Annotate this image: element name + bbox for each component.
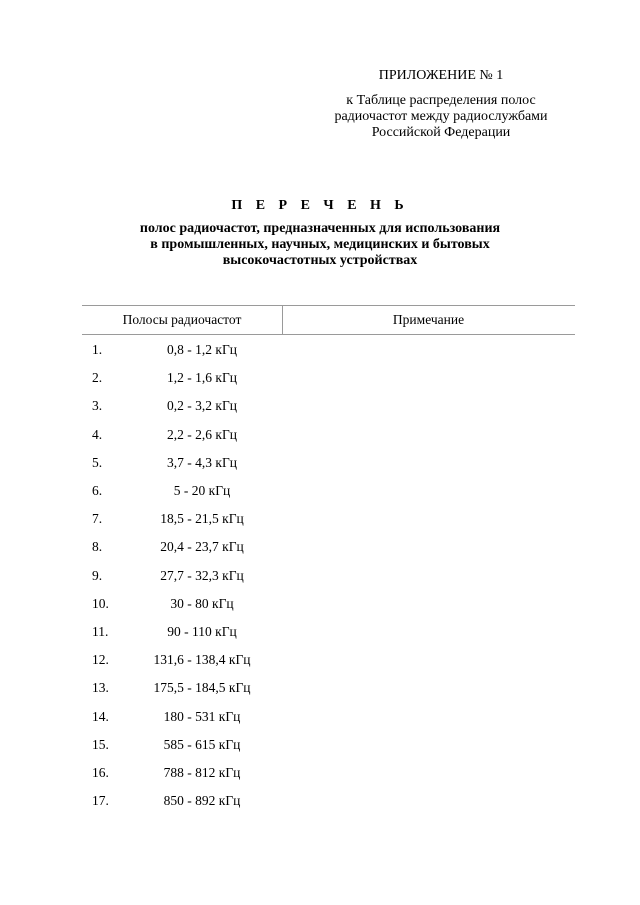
- row-frequency-band: 27,7 - 32,3 кГц: [160, 567, 244, 583]
- row-number: 9.: [92, 567, 103, 583]
- table-row: [82, 787, 575, 815]
- row-number: 6.: [92, 483, 103, 499]
- table-row: [82, 364, 575, 392]
- row-number: 3.: [92, 398, 103, 414]
- table-body: [82, 336, 575, 815]
- column-header-note: Примечание: [392, 312, 465, 327]
- document-subtitle-line: в промышленных, научных, медицинских и бытовых: [150, 237, 490, 252]
- row-frequency-band: 585 - 615 кГц: [163, 736, 241, 752]
- table-row: [82, 562, 575, 590]
- table-row: [82, 477, 575, 505]
- row-number: 14.: [92, 708, 109, 724]
- column-divider: [282, 306, 283, 334]
- row-number: 1.: [92, 342, 103, 358]
- row-number: 11.: [92, 623, 109, 639]
- annex-title: ПРИЛОЖЕНИЕ № 1: [378, 68, 504, 83]
- row-number: 7.: [92, 511, 103, 527]
- table-row: [82, 505, 575, 533]
- row-number: 15.: [92, 736, 109, 752]
- row-frequency-band: 5 - 20 кГц: [173, 483, 231, 499]
- row-frequency-band: 20,4 - 23,7 кГц: [160, 539, 244, 555]
- row-frequency-band: 788 - 812 кГц: [163, 764, 241, 780]
- frequency-bands-table: [82, 305, 575, 815]
- column-header-bands: Полосы радиочастот: [122, 312, 242, 327]
- row-frequency-band: 131,6 - 138,4 кГц: [153, 652, 251, 668]
- row-frequency-band: 1,2 - 1,6 кГц: [167, 370, 237, 386]
- table-row: [82, 618, 575, 646]
- row-number: 10.: [92, 595, 109, 611]
- table-row: [82, 449, 575, 477]
- row-frequency-band: 2,2 - 2,6 кГц: [167, 426, 237, 442]
- row-number: 12.: [92, 652, 109, 668]
- annex-subtitle: [300, 93, 582, 141]
- row-frequency-band: 175,5 - 184,5 кГц: [153, 680, 251, 696]
- row-number: 17.: [92, 793, 109, 809]
- row-frequency-band: 90 - 110 кГц: [167, 623, 237, 639]
- row-number: 4.: [92, 426, 103, 442]
- row-frequency-band: 0,8 - 1,2 кГц: [167, 342, 237, 358]
- document-title: П Е Р Е Ч Е Н Ь: [231, 198, 409, 213]
- table-row: [82, 702, 575, 730]
- annex-subtitle-line: Российской Федерации: [371, 125, 511, 140]
- table-row: [82, 533, 575, 561]
- table-row: [82, 336, 575, 364]
- row-frequency-band: 3,7 - 4,3 кГц: [167, 454, 237, 470]
- row-frequency-band: 0,2 - 3,2 кГц: [167, 398, 237, 414]
- table-row: [82, 421, 575, 449]
- annex-subtitle-line: к Таблице распределения полос: [346, 93, 536, 108]
- row-frequency-band: 30 - 80 кГц: [170, 595, 234, 611]
- table-row: [82, 392, 575, 420]
- document-subtitle-line: высокочастотных устройствах: [222, 253, 418, 268]
- table-row: [82, 731, 575, 759]
- table-row: [82, 674, 575, 702]
- table-header: [82, 305, 575, 335]
- table-row: [82, 646, 575, 674]
- row-number: 2.: [92, 370, 103, 386]
- row-number: 13.: [92, 680, 109, 696]
- annex-subtitle-line: радиочастот между радиослужбами: [334, 109, 548, 124]
- row-number: 5.: [92, 454, 103, 470]
- row-frequency-band: 18,5 - 21,5 кГц: [160, 511, 244, 527]
- document-subtitle-line: полос радиочастот, предназначенных для использования: [139, 221, 501, 236]
- table-row: [82, 759, 575, 787]
- row-number: 8.: [92, 539, 103, 555]
- document-subtitle: [60, 221, 580, 269]
- table-row: [82, 590, 575, 618]
- row-frequency-band: 850 - 892 кГц: [163, 793, 241, 809]
- row-number: 16.: [92, 764, 109, 780]
- row-frequency-band: 180 - 531 кГц: [163, 708, 241, 724]
